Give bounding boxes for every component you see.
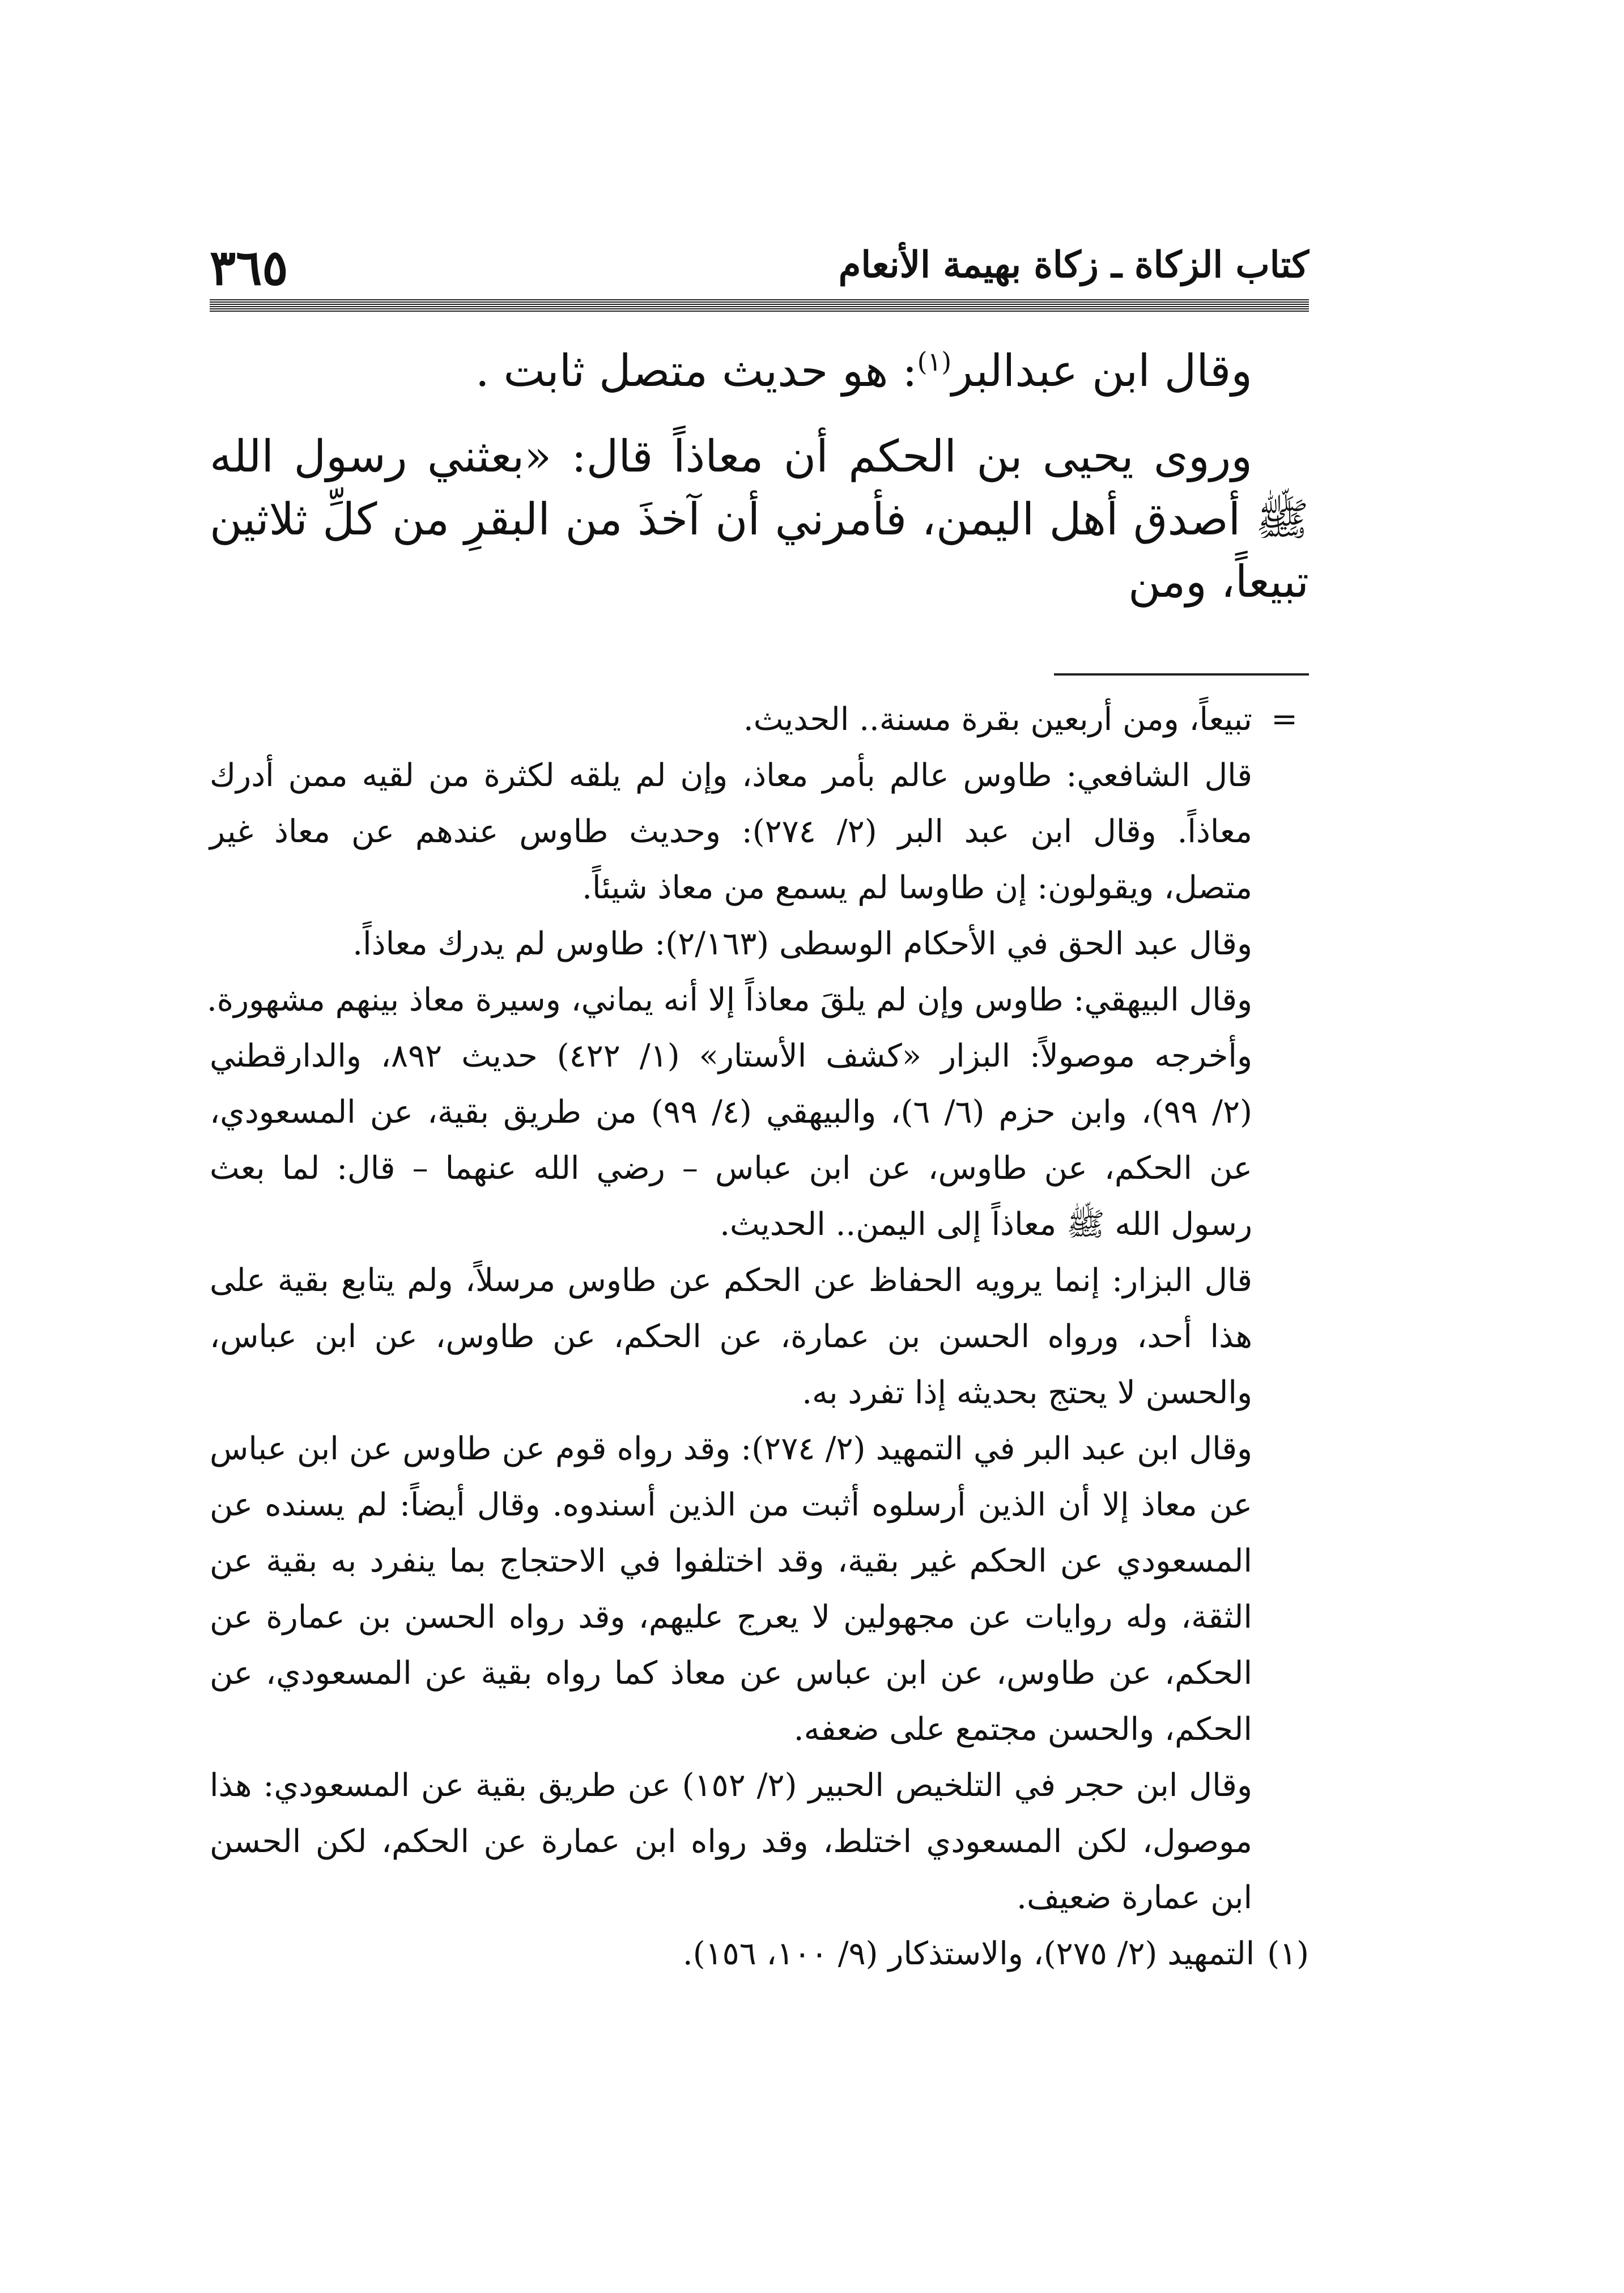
footnote-1-line <box>210 1926 1309 1982</box>
footnote-1-text: التمهيد (٢/ ٢٧٥)، والاستذكار (٩/ ١٠٠، ١٥٦). <box>682 1935 1255 1972</box>
footnote-line: هذا أحد، ورواه الحسن بن عمارة، عن الحكم، عن طاوس، عن ابن عباس، <box>210 1318 1252 1355</box>
footnote-line: المسعودي عن الحكم غير بقية، وقد اختلفوا في الاحتجاج بما ينفرد به بقية عن <box>210 1543 1252 1579</box>
footnote-line: وقال ابن عبد البر في التمهيد (٢/ ٢٧٤): وقد رواه قوم عن طاوس عن ابن عباس <box>210 1430 1253 1467</box>
footnote-line: ابن عمارة ضعيف. <box>1017 1879 1252 1916</box>
footnote-line: وأخرجه موصولاً: البزار «كشف الأستار» (١/ ٤٢٢) حديث ٨٩٢، والدارقطني <box>210 1038 1253 1075</box>
footnote-line: الحكم، والحسن مجتمع على ضعفه. <box>793 1711 1252 1748</box>
footnote-line: رسول الله ﷺ معاذاً إلى اليمن.. الحديث. <box>720 1206 1252 1243</box>
footnote-line: موصول، لكن المسعودي اختلط، وقد رواه ابن عمارة عن الحكم، لكن الحسن <box>210 1823 1252 1860</box>
footnote-ref-1[interactable]: (١) <box>917 346 952 377</box>
footnote-line: متصل، ويقولون: إن طاوسا لم يسمع من معاذ شيئاً. <box>582 869 1252 906</box>
footnotes <box>206 691 1309 1982</box>
main-text <box>210 340 1309 636</box>
header-rule <box>210 299 1309 312</box>
continuation-mark: = <box>1271 701 1298 738</box>
footnote-line: وقال عبد الحق في الأحكام الوسطى (٢/١٦٣): طاوس لم يدرك معاذاً. <box>352 925 1252 962</box>
footnote-line: معاذاً. وقال ابن عبد البر (٢/ ٢٧٤): وحديث طاوس عندهم عن معاذ غير <box>210 813 1252 850</box>
footnote-line: قال البزار: إنما يرويه الحفاظ عن الحكم عن طاوس مرسلاً، ولم يتابع بقية على <box>210 1262 1252 1299</box>
p1-rest: : هو حديث متصل ثابت . <box>475 346 917 397</box>
footnote-line: والحسن لا يحتج بحديثه إذا تفرد به. <box>802 1374 1252 1411</box>
footnote-line: عن معاذ إلا أن الذين أرسلوه أثبت من الذين أسندوه. وقال أيضاً: لم يسنده عن <box>210 1487 1252 1523</box>
footnote-line: وقال البيهقي: طاوس وإن لم يلقَ معاذاً إلا أنه يماني، وسيرة معاذ بينهم مشهورة. <box>206 982 1252 1018</box>
footnote-line: عن الحكم، عن طاوس، عن ابن عباس – رضي الله عنهما – قال: لما بعث <box>210 1150 1252 1187</box>
footnote-line: وقال ابن حجر في التلخيص الحبير (٢/ ١٥٢) عن طريق بقية عن المسعودي: هذا <box>210 1767 1252 1804</box>
footnote-line: الثقة، وله روايات عن مجهولين لا يعرج عليهم، وقد رواه الحسن بن عمارة عن <box>210 1599 1252 1636</box>
footnote-line: الحكم، عن طاوس، عن ابن عباس عن معاذ كما رواه بقية عن المسعودي، عن <box>210 1655 1252 1692</box>
footnote-1 <box>210 1926 1309 1982</box>
footnote-line: (٢/ ٩٩)، وابن حزم (٦/ ٦)، والبيهقي (٤/ ٩٩) من طريق بقية، عن المسعودي، <box>210 1094 1252 1131</box>
page-number: ٣٦٥ <box>210 239 288 296</box>
footnote-1-number: (١) <box>1267 1935 1309 1972</box>
footnote-continued <box>206 691 1309 1926</box>
footnote-line: تبيعاً، ومن أربعين بقرة مسنة.. الحديث. <box>743 701 1252 738</box>
running-title: كتاب الزكاة ـ زكاة بهيمة الأنعام <box>838 244 1309 286</box>
p1-text: وقال ابن عبدالبر <box>951 346 1252 397</box>
footnote-separator <box>1054 673 1309 676</box>
page-header <box>210 239 1309 296</box>
paragraph-1 <box>210 340 1309 403</box>
paragraph-2: وروى يحيى بن الحكم أن معاذاً قال: «بعثني رسول الله ﷺ أصدق أهل اليمن، فأمرني أن آخذَ من البقرِ من كلِّ ثلاثين تبيعاً، ومن <box>210 431 1309 608</box>
footnote-line: قال الشافعي: طاوس عالم بأمر معاذ، وإن لم يلقه لكثرة من لقيه ممن أدرك <box>210 757 1252 794</box>
